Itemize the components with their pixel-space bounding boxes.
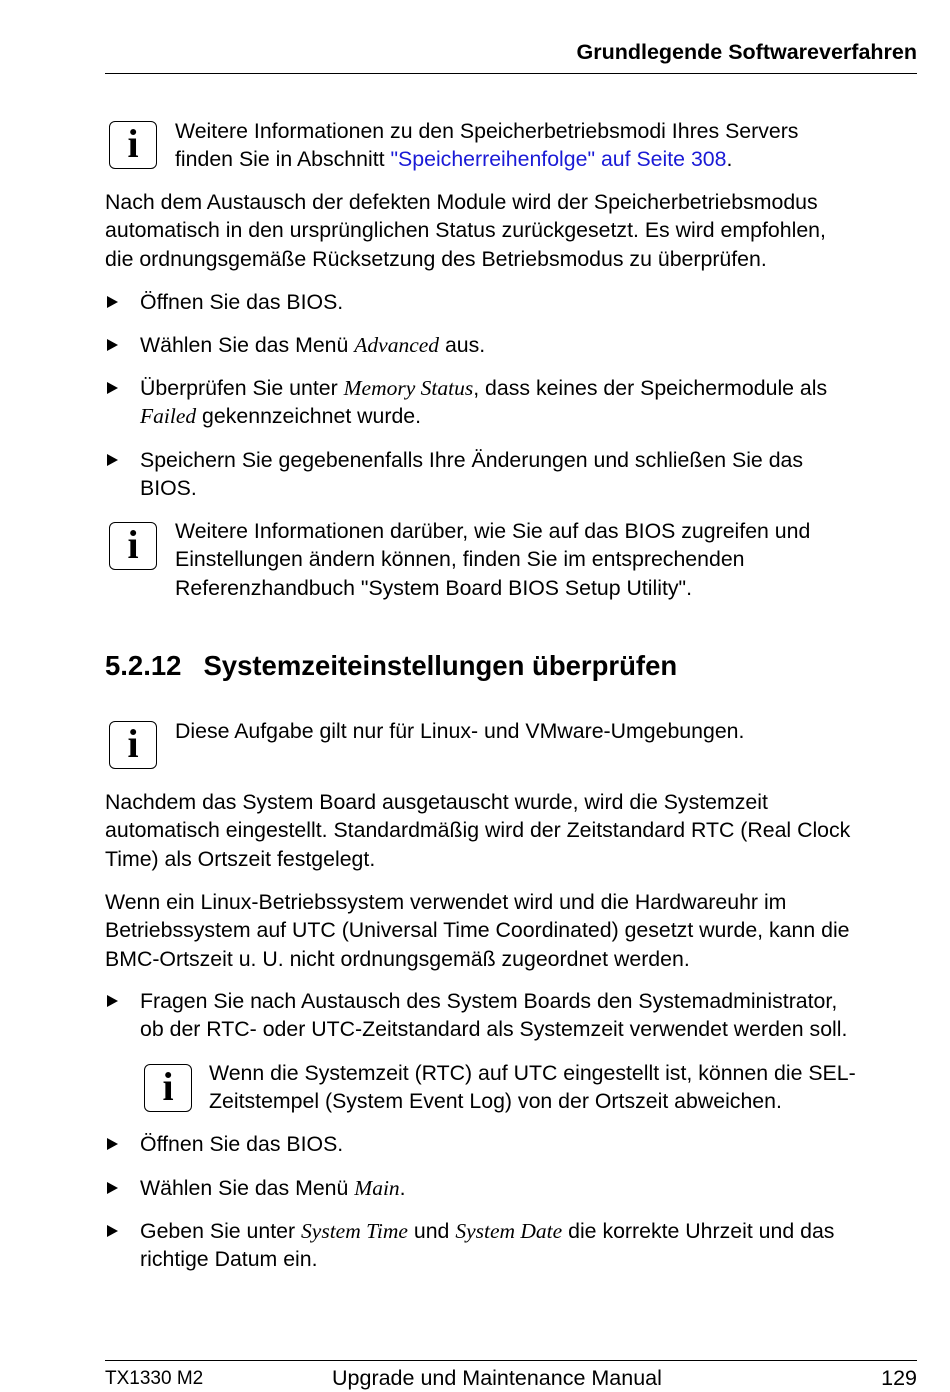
step-arrow-icon [107,339,118,351]
info-icon: i [144,1064,192,1112]
step-item: Speichern Sie gegebenenfalls Ihre Änderungen und schließen Sie das BIOS. [140,448,804,501]
step-arrow-icon [107,1225,118,1237]
footer-manual-title: Upgrade und Maintenance Manual [332,1366,662,1390]
footer-rule [105,1360,917,1361]
running-header: Grundlegende Softwareverfahren [576,40,917,64]
info-icon: i [109,721,157,769]
section-title: Systemzeiteinstellungen überprüfen [203,650,678,681]
step-arrow-icon [107,382,118,394]
page-number: 129 [881,1366,917,1390]
step-item: Wählen Sie das Menü Advanced aus. [140,333,486,357]
header-rule [105,73,917,74]
info-icon: i [109,121,157,169]
note-line: finden Sie in Abschnitt "Speicherreihenfolge" auf Seite 308. [175,147,733,172]
step-item: Öffnen Sie das BIOS. [140,1132,344,1156]
note-text: Wenn die Systemzeit (RTC) auf UTC eingestellt ist, können die SEL- Zeitstempel (System Event Log) von der Ortszeit abweichen. [209,1061,856,1114]
step-item: Überprüfen Sie unter Memory Status, dass keines der Speichermodule als Failed gekennzeichnet wurde. [140,376,828,429]
step-arrow-icon [107,995,118,1007]
step-arrow-icon [107,1138,118,1150]
note-line: Weitere Informationen zu den Speicherbetriebsmodi Ihres Servers [175,119,799,143]
step-item: Geben Sie unter System Time und System Date die korrekte Uhrzeit und das richtige Datum ein. [140,1219,835,1272]
step-arrow-icon [107,454,118,466]
info-icon: i [109,522,157,570]
note-text: Diese Aufgabe gilt nur für Linux- und VMware-Umgebungen. [175,719,745,743]
step-item: Wählen Sie das Menü Main. [140,1176,406,1200]
paragraph: Nach dem Austausch der defekten Module wird der Speicherbetriebsmodus automatisch in den ursprünglichen Status zurückgesetzt. Es wird empfohlen, die ordnungsgemäße Rücksetzung des Betriebsmodus zu überprüfen. [105,190,826,271]
paragraph: Nachdem das System Board ausgetauscht wurde, wird die Systemzeit automatisch eingestellt. Standardmäßig wird der Zeitstandard RTC (Real Clock Time) als Ortszeit festgelegt. [105,790,851,871]
step-item: Öffnen Sie das BIOS. [140,290,344,314]
footer-model: TX1330 M2 [105,1368,204,1389]
note-text: Weitere Informationen darüber, wie Sie auf das BIOS zugreifen und Einstellungen ändern können, finden Sie im entsprechenden Referenzhandbuch "System Board BIOS Setup Utility". [175,519,811,600]
section-heading [105,650,677,682]
paragraph: Wenn ein Linux-Betriebssystem verwendet wird und die Hardwareuhr im Betriebssystem auf UTC (Universal Time Coordinated) gesetzt wurde, kann die BMC-Ortszeit u. U. nicht ordnungsgemäß zugeordnet werden. [105,890,850,971]
step-arrow-icon [107,296,118,308]
step-item: Fragen Sie nach Austausch des System Boards den Systemadministrator, ob der RTC- oder UTC-Zeitstandard als Systemzeit verwendet werden soll. [140,989,848,1042]
page-reference-link[interactable]: "Speicherreihenfolge" auf Seite 308 [390,147,727,172]
note-text [175,117,798,174]
section-number: 5.2.12 [105,650,182,681]
step-arrow-icon [107,1182,118,1194]
